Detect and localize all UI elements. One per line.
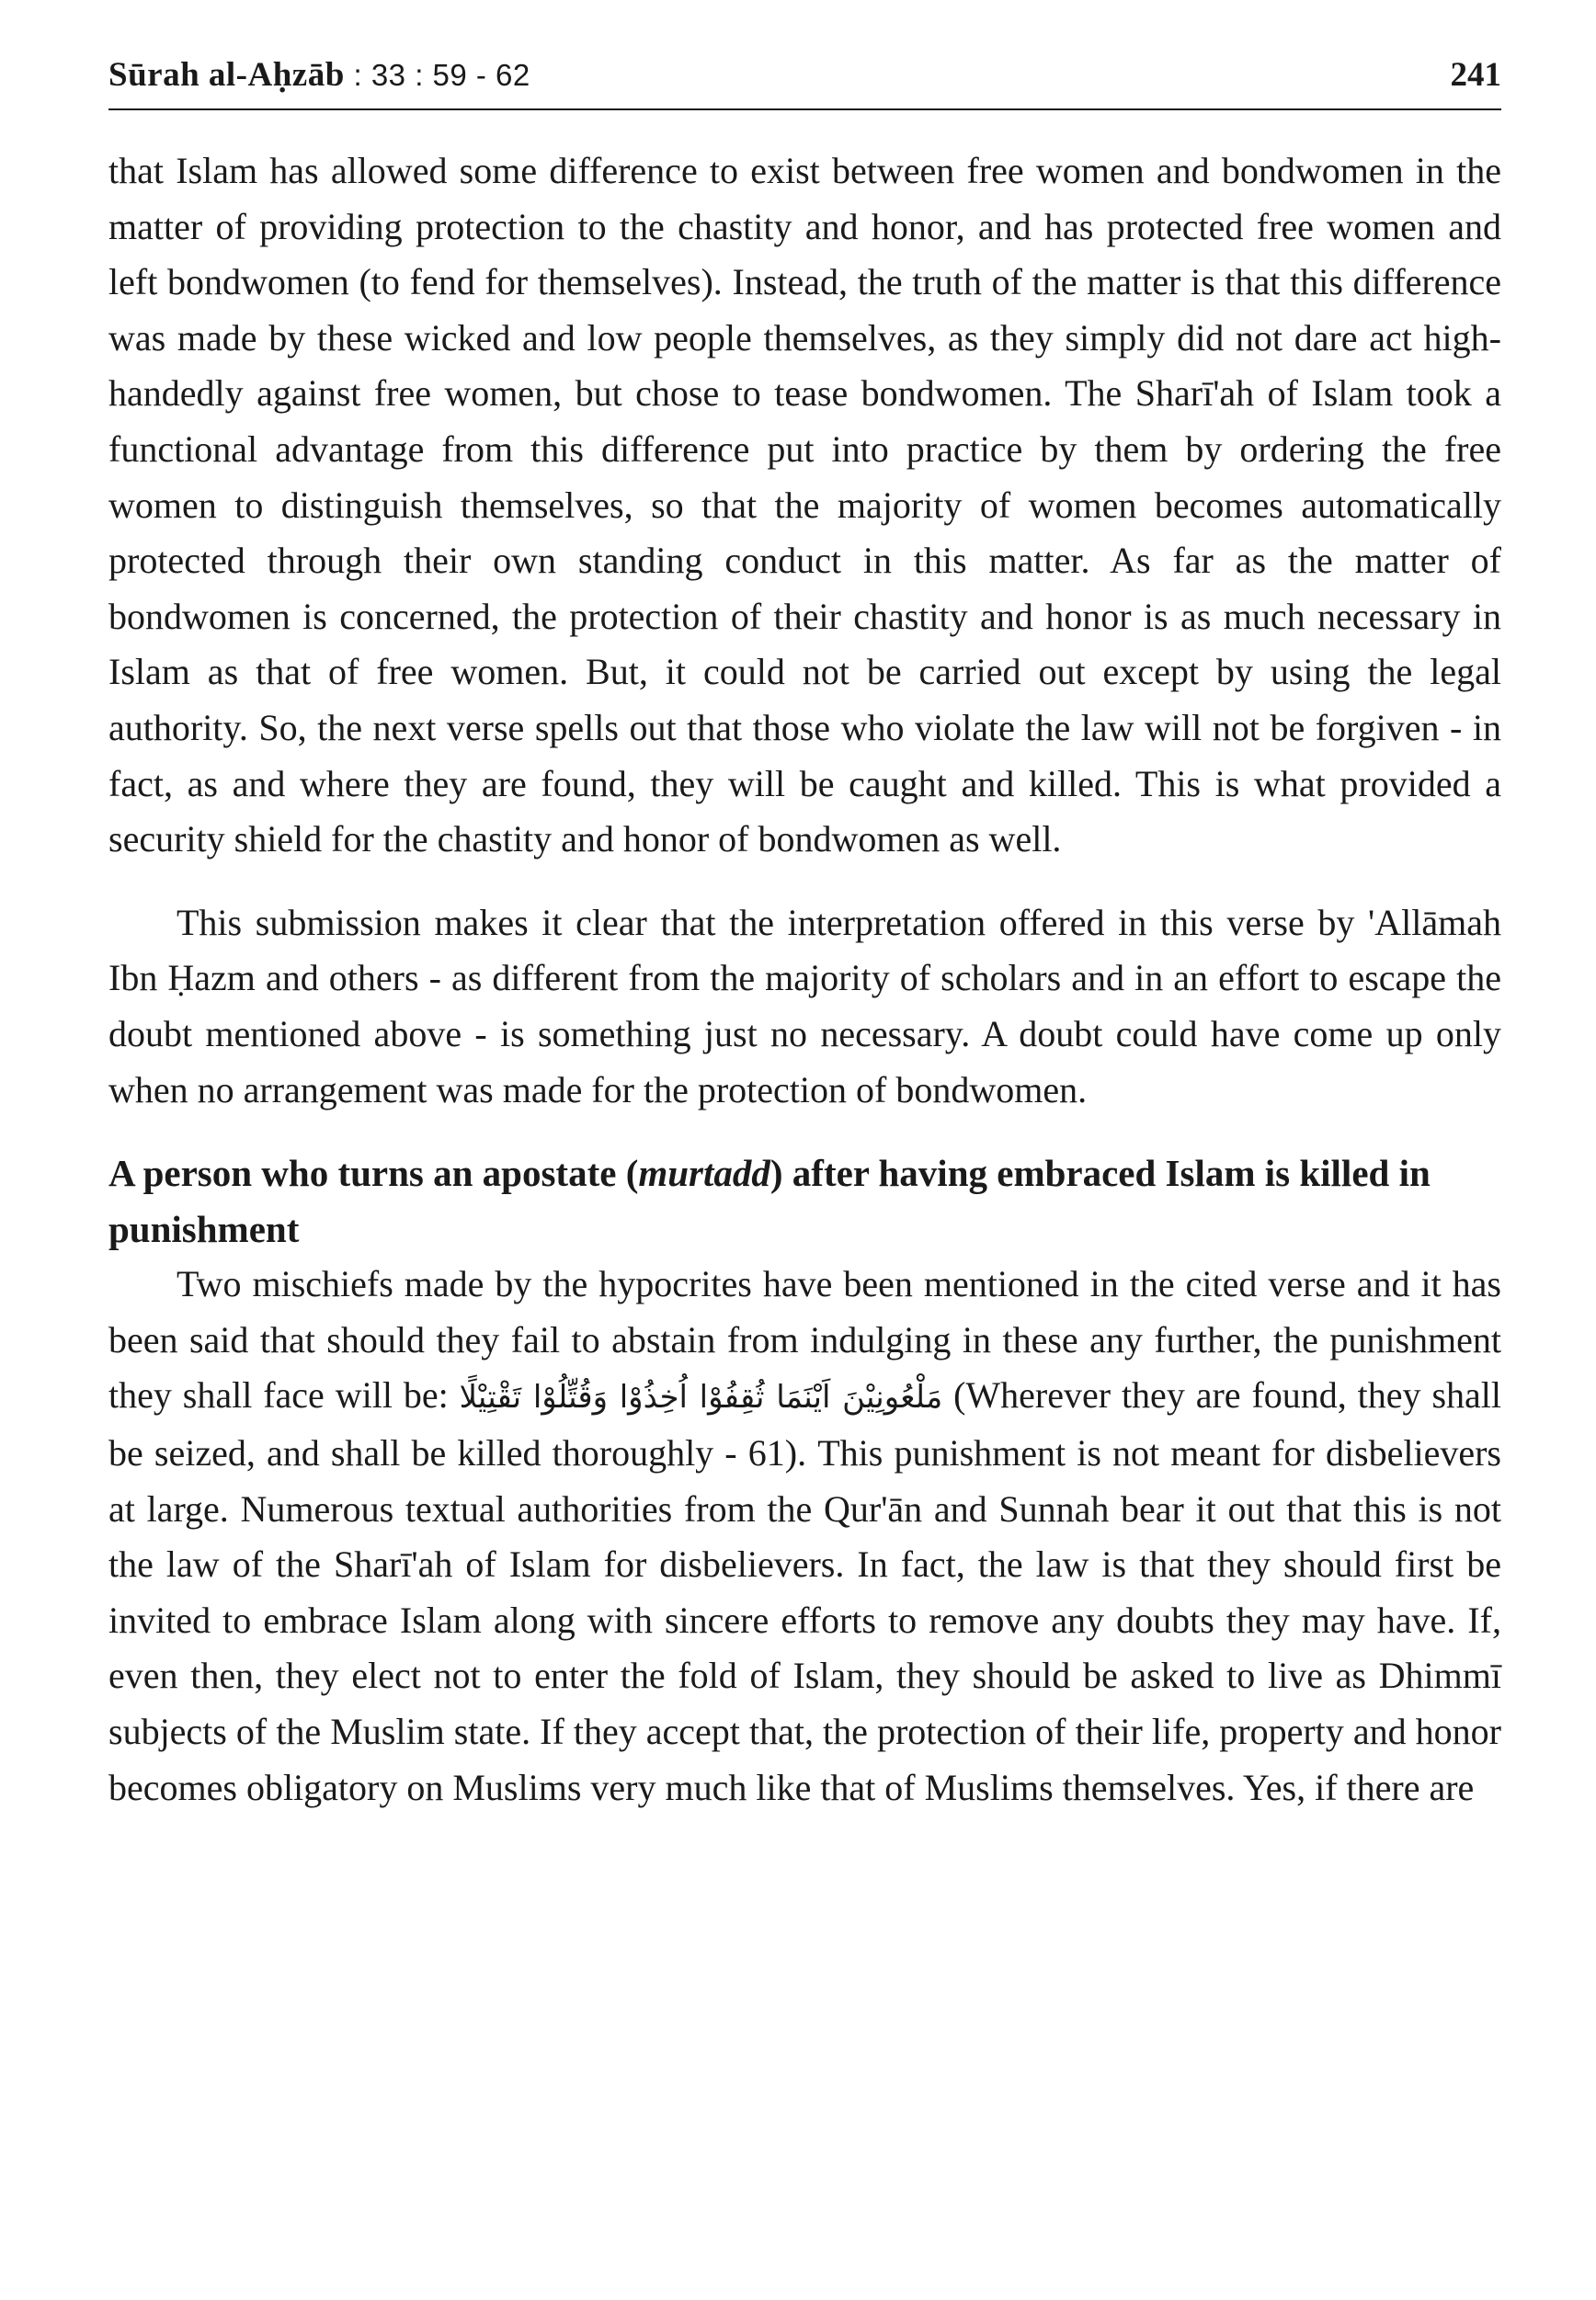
running-header <box>108 53 1501 110</box>
paragraph-submission: This submission makes it clear that the interpretation offered in this verse by 'Allāmah Ibn Ḥazm and others - as different from the majority of scholars and in an effort to escape the doubt mentioned above - is something just no necessary. A doubt could have come up only when no arrangement was made for the protection of bondwomen. <box>108 901 1501 1110</box>
paragraph-continuation: that Islam has allowed some difference to exist between free women and bondwomen in the matter of providing protection to the chastity and honor, and has protected free women and left bondwomen (to fend for themselves). Instead, the truth of the matter is that this difference was made by these wicked and low people themselves, as they simply did not dare act high-handedly against free women, but chose to tease bondwomen. The Sharī'ah of Islam took a functional advantage from this difference put into practice by them by ordering the free women to distinguish themselves, so that the majority of women becomes automatically protected through their own standing conduct in this matter. As far as the matter of bondwomen is concerned, the protection of their chastity and honor is as much necessary in Islam as that of free women. But, it could not be carried out except by using the legal authority. So, the next verse spells out that those who violate the law will not be forgiven - in fact, as and where they are found, they will be caught and killed. This is what provided a security shield for the chastity and honor of bondwomen as well. <box>108 150 1501 860</box>
paragraph-apostate-body: (Wherever they are found, they shall be seized, and shall be killed thoroughly - 61). This punishment is not meant for disbelievers at large. Numerous textual authorities from the Qur'ān and Sunnah bear it out that this is not the law of the Sharī'ah of Islam for disbelievers. In fact, the law is that they should first be invited to embrace Islam along with sincere efforts to remove any doubts they may have. If, even then, they elect not to enter the fold of Islam, they should be asked to live as Dhimmī subjects of the Muslim state. If they accept that, the protection of their life, property and honor becomes obligatory on Muslims very much like that of Muslims themselves. Yes, if there are <box>108 1374 1502 1808</box>
heading-italic-term: murtadd <box>638 1152 770 1195</box>
paragraph-apostate-intro: Two mischiefs made by the hypocrites have been mentioned in the cited verse and it has been said that should they fail to abstain from indulging in these any further, the punishment they shall face will be: <box>108 1263 1501 1417</box>
heading-text-start: A person who turns an apostate ( <box>108 1152 639 1195</box>
heading-text-end: ) after having embraced Islam is killed in punishment <box>108 1152 1431 1250</box>
body-text <box>108 143 1501 1816</box>
verse-reference: : 33 : 59 - 62 <box>344 58 530 92</box>
surah-title <box>108 55 530 95</box>
surah-name: Sūrah al-Aḥzāb <box>108 56 345 94</box>
section-heading <box>108 1145 1501 1257</box>
arabic-verse-quote: مَلْعُونِيْنَ اَيْنَمَا ثُقِفُوْا اُخِذُوْا وَقُتِّلُوْا تَقْتِيْلًا <box>459 1379 943 1417</box>
page-number: 241 <box>1450 56 1501 94</box>
paragraph-apostate <box>108 1257 1501 1816</box>
